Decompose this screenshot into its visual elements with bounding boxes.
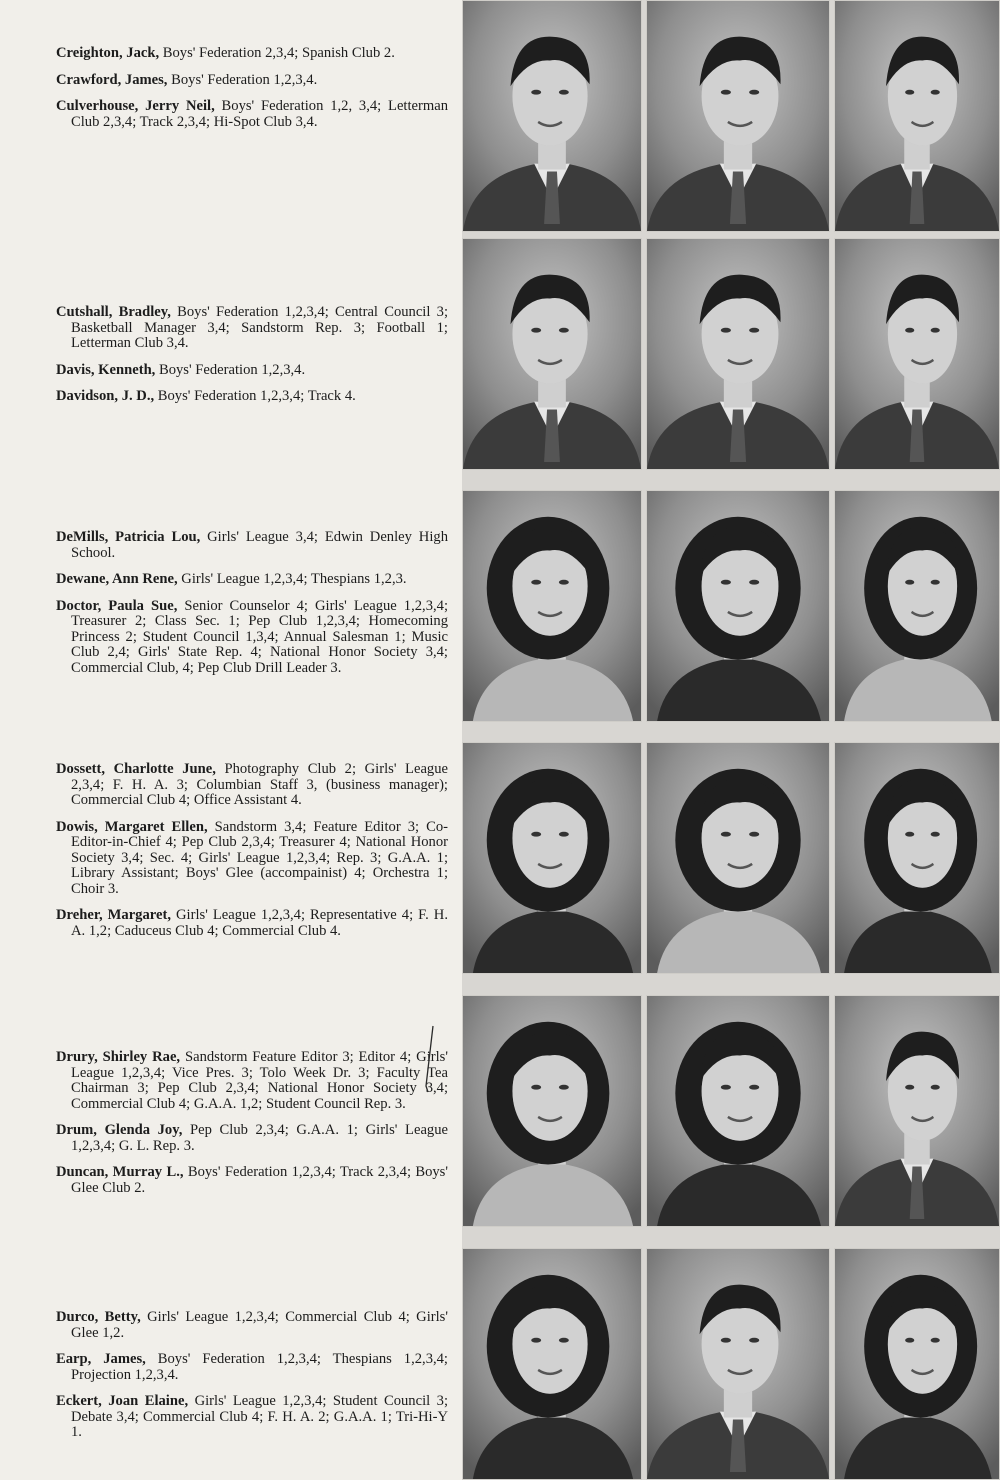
senior-name: Culverhouse, Jerry Neil,: [56, 98, 215, 114]
senior-entry: [56, 1394, 448, 1441]
senior-activities: Pep Club 2,3,4; G.A.A. 1; Girls' League 1,2,3,4; G. L. Rep. 3.: [71, 1122, 448, 1154]
senior-name: Creighton, Jack,: [56, 45, 160, 61]
senior-activities: Boys' Federation 1,2,3,4.: [158, 361, 306, 378]
senior-entry: [56, 820, 448, 898]
photo-grid: [462, 0, 1000, 1480]
senior-entry: [56, 73, 448, 89]
portrait-photo: [462, 1248, 642, 1480]
portrait-photo: [834, 995, 1000, 1227]
senior-entry: [56, 1310, 448, 1341]
senior-entry: [56, 599, 448, 677]
senior-entry: [56, 363, 448, 379]
senior-entry: [56, 46, 448, 62]
senior-name: DeMills, Patricia Lou,: [56, 529, 201, 545]
senior-activities: Photography Club 2; Girls' League 2,3,4; F. H. A. 3; Columbian Staff 3, (business manager); Commercial Club 4; Office Assistant 4.: [71, 761, 448, 808]
senior-name: Earp, James,: [56, 1351, 146, 1367]
senior-entry: [56, 908, 448, 939]
senior-activities: Sandstorm Feature Editor 3; Editor 4; Girls' League 1,2,3,4; Vice Pres. 3; Tolo Week Dr. 3; Faculty Tea Chairman 3; Pep Club 2,3,4; National Honor Society 3,4; Commercial Club 4; G.A.A. 1,2; Student Council Rep. 3.: [71, 1049, 448, 1112]
senior-entry: [56, 389, 448, 405]
portrait-photo: [462, 995, 642, 1227]
senior-activities: Boys' Federation 1,2,3,4; Track 2,3,4; Boys' Glee Club 2.: [71, 1164, 448, 1196]
senior-name: Drury, Shirley Rae,: [56, 1049, 181, 1065]
senior-text-column: [0, 0, 462, 1480]
senior-activities: Girls' League 1,2,3,4; Representative 4; F. H. A. 1,2; Caduceus Club 4; Commercial Club 4.: [71, 907, 448, 939]
senior-group-3: [56, 530, 448, 687]
portrait-photo: [834, 1248, 1000, 1480]
senior-entry: [56, 762, 448, 809]
portrait-photo: [646, 742, 830, 974]
senior-activities: Girls' League 1,2,3,4; Commercial Club 4; Girls' Glee 1,2.: [71, 1309, 448, 1341]
senior-entry: [56, 572, 448, 588]
portrait-photo: [834, 238, 1000, 470]
portrait-photo: [646, 0, 830, 232]
senior-name: Eckert, Joan Elaine,: [56, 1393, 189, 1409]
portrait-photo: [646, 490, 830, 722]
portrait-photo: [834, 0, 1000, 232]
portrait-photo: [646, 1248, 830, 1480]
senior-group-1: [56, 46, 448, 141]
senior-entry: [56, 1165, 448, 1196]
senior-activities: Boys' Federation 1,2,3,4; Thespians 1,2,3,4; Projection 1,2,3,4.: [71, 1351, 448, 1383]
senior-group-5: [56, 1050, 448, 1207]
senior-name: Durco, Betty,: [56, 1309, 141, 1325]
senior-activities: Boys' Federation 1,2, 3,4; Letterman Club 2,3,4; Track 2,3,4; Hi-Spot Club 3,4.: [71, 98, 448, 130]
senior-activities: Senior Counselor 4; Girls' League 1,2,3,4; Treasurer 2; Class Sec. 1; Pep Club 1,2,3,4; Homecoming Princess 2; Student Council 1,3,4; Annual Salesman 1; Music Club 2,4; Girls' State Rep. 4; National Honor Society 3,4; Commercial Club, 4; Pep Club Drill Leader 3.: [71, 597, 448, 676]
senior-name: Crawford, James,: [56, 71, 168, 88]
senior-name: Davis, Kenneth,: [56, 361, 156, 378]
senior-group-6: [56, 1310, 448, 1452]
portrait-photo: [462, 238, 642, 470]
senior-entry: [56, 99, 448, 130]
senior-name: Dewane, Ann Rene,: [56, 571, 178, 587]
senior-activities: Girls' League 3,4; Edwin Denley High School.: [71, 529, 448, 561]
senior-activities: Girls' League 1,2,3,4; Student Council 3; Debate 3,4; Commercial Club 4; F. H. A. 2; G.A.A. 1; Tri-Hi-Y 1.: [71, 1393, 448, 1440]
senior-name: Drum, Glenda Joy,: [56, 1122, 183, 1138]
senior-name: Cutshall, Bradley,: [56, 304, 171, 320]
senior-activities: Girls' League 1,2,3,4; Thespians 1,2,3.: [181, 571, 407, 587]
portrait-photo: [834, 742, 1000, 974]
senior-activities: Boys' Federation 1,2,3,4; Central Council 3; Basketball Manager 3,4; Sandstorm Rep. 3; Football 1; Letterman Club 3,4.: [71, 304, 448, 351]
senior-activities: Boys' Federation 2,3,4; Spanish Club 2.: [162, 45, 395, 61]
portrait-photo: [646, 238, 830, 470]
senior-name: Dossett, Charlotte June,: [56, 761, 216, 777]
senior-activities: Boys' Federation 1,2,3,4.: [171, 71, 318, 88]
senior-activities: Boys' Federation 1,2,3,4; Track 4.: [157, 388, 356, 404]
senior-name: Davidson, J. D.,: [56, 388, 155, 404]
senior-group-2: [56, 305, 448, 416]
senior-entry: [56, 1123, 448, 1154]
portrait-photo: [646, 995, 830, 1227]
portrait-photo: [462, 490, 642, 722]
senior-entry: [56, 305, 448, 352]
portrait-photo: [834, 490, 1000, 722]
senior-name: Duncan, Murray L.,: [56, 1164, 184, 1180]
senior-name: Dreher, Margaret,: [56, 907, 171, 923]
senior-name: Dowis, Margaret Ellen,: [56, 818, 208, 835]
portrait-photo: [462, 0, 642, 232]
senior-entry: [56, 1050, 448, 1112]
portrait-photo: [462, 742, 642, 974]
senior-entry: [56, 1352, 448, 1383]
senior-name: Doctor, Paula Sue,: [56, 597, 178, 614]
senior-entry: [56, 530, 448, 561]
senior-activities: Sandstorm 3,4; Feature Editor 3; Co-Editor-in-Chief 4; Pep Club 2,3,4; Treasurer 4; National Honor Society 3,4; Sec. 4; Girls' League 1,2,3,4; Rep. 3; G.A.A. 1; Library Assistant; Boys' Glee (accompainist) 4; Orchestra 1; Choir 3.: [71, 818, 448, 897]
senior-group-4: [56, 762, 448, 950]
